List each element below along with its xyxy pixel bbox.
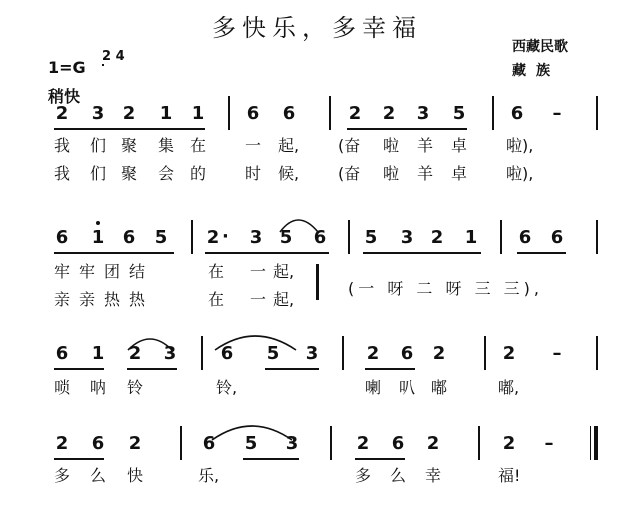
barline bbox=[228, 96, 230, 130]
lyric: 一 bbox=[249, 290, 266, 309]
lyric: 在 bbox=[207, 262, 224, 281]
barline bbox=[484, 336, 486, 370]
beam bbox=[54, 128, 205, 130]
lyric: 嘟, bbox=[498, 378, 520, 397]
note: 6 bbox=[55, 343, 69, 364]
beam bbox=[205, 252, 329, 254]
barline bbox=[500, 220, 502, 254]
note: 1 bbox=[191, 103, 205, 124]
note: 2 bbox=[55, 103, 69, 124]
note: 5 bbox=[279, 227, 293, 248]
lyric: 福! bbox=[498, 466, 521, 485]
lyric: 卓 bbox=[450, 136, 467, 155]
barline bbox=[191, 220, 193, 254]
note: 2 bbox=[122, 103, 136, 124]
note: 3 bbox=[305, 343, 319, 364]
lyric: 起, bbox=[273, 262, 295, 281]
barline bbox=[348, 220, 350, 254]
note: 2 bbox=[382, 103, 396, 124]
note: 3 bbox=[91, 103, 105, 124]
tempo-marking: 稍快 bbox=[48, 87, 81, 106]
lyric: (奋 bbox=[338, 136, 361, 155]
note-dash: – bbox=[544, 433, 554, 454]
augmentation-dot: · bbox=[222, 226, 229, 247]
lyric: 时 bbox=[244, 164, 261, 183]
note: 6 bbox=[91, 433, 105, 454]
barline bbox=[478, 426, 480, 460]
lyric: 铃, bbox=[216, 378, 238, 397]
beam bbox=[365, 368, 415, 370]
note: 6 bbox=[391, 433, 405, 454]
note-dash: – bbox=[552, 343, 562, 364]
lyric: 起, bbox=[278, 136, 300, 155]
lyric: 我 bbox=[53, 136, 70, 155]
note: 6 bbox=[313, 227, 327, 248]
lyric: 啦), bbox=[506, 164, 534, 183]
lyric: 羊 bbox=[416, 136, 433, 155]
note: 6 bbox=[518, 227, 532, 248]
note: 2 bbox=[430, 227, 444, 248]
lyric: 起, bbox=[273, 290, 295, 309]
lyric: 乐, bbox=[198, 466, 220, 485]
key-signature: 1=G bbox=[48, 58, 86, 77]
lyric: 羊 bbox=[416, 164, 433, 183]
note: 2 bbox=[432, 343, 446, 364]
lyric: 多 bbox=[354, 466, 371, 485]
barline bbox=[596, 220, 598, 254]
lyric: 亲 bbox=[53, 290, 70, 309]
lyric: 一 bbox=[244, 136, 261, 155]
lyric: 聚 bbox=[120, 164, 137, 183]
song-origin: 西藏民歌 bbox=[512, 39, 568, 55]
lyric: 啦), bbox=[506, 136, 534, 155]
barline bbox=[492, 96, 494, 130]
beam bbox=[363, 252, 481, 254]
note: 3 bbox=[400, 227, 414, 248]
note: 2 bbox=[502, 433, 516, 454]
lyric: 会 bbox=[157, 164, 174, 183]
lyric: 卓 bbox=[450, 164, 467, 183]
note: 6 bbox=[510, 103, 524, 124]
note: 3 bbox=[249, 227, 263, 248]
beam bbox=[265, 368, 319, 370]
lyric: 多 bbox=[53, 466, 70, 485]
note: 2 bbox=[502, 343, 516, 364]
note: 6 bbox=[55, 227, 69, 248]
lyric: 嘟 bbox=[430, 378, 447, 397]
time-signature-top: 2 bbox=[102, 49, 112, 64]
lyric: 我 bbox=[53, 164, 70, 183]
lyric: 牢 bbox=[78, 262, 95, 281]
note: 5 bbox=[364, 227, 378, 248]
lyric: 亲 bbox=[78, 290, 95, 309]
lyric: 热 bbox=[103, 290, 120, 309]
lyric: (奋 bbox=[338, 164, 361, 183]
time-signature-bottom: 4 bbox=[115, 49, 125, 64]
lyric: 呐 bbox=[89, 378, 106, 397]
lyric: 的 bbox=[189, 164, 206, 183]
lyric: 牢 bbox=[53, 262, 70, 281]
barline bbox=[596, 96, 598, 130]
song-title: 多快乐，多幸福 bbox=[212, 14, 422, 42]
lyric: 喇 bbox=[364, 378, 381, 397]
beam bbox=[54, 252, 174, 254]
octave-dot bbox=[96, 221, 100, 225]
beam bbox=[347, 128, 467, 130]
lyric: 热 bbox=[128, 290, 145, 309]
note: 6 bbox=[400, 343, 414, 364]
note: 5 bbox=[266, 343, 280, 364]
lyric: 幸 bbox=[424, 466, 441, 485]
note: 2 bbox=[128, 343, 142, 364]
note: 6 bbox=[246, 103, 260, 124]
final-barline-thin bbox=[590, 426, 591, 460]
lyric: 在 bbox=[189, 136, 206, 155]
lyric: 团 bbox=[103, 262, 120, 281]
note: 1 bbox=[464, 227, 478, 248]
lyric: 叭 bbox=[398, 378, 415, 397]
lyric: 铃 bbox=[126, 378, 143, 397]
lyric: 们 bbox=[89, 136, 106, 155]
barline bbox=[342, 336, 344, 370]
note: 6 bbox=[220, 343, 234, 364]
lyric: 集 bbox=[157, 136, 174, 155]
note: 5 bbox=[452, 103, 466, 124]
note: 6 bbox=[282, 103, 296, 124]
lyric: 聚 bbox=[120, 136, 137, 155]
refrain-lyric: (一 呀 二 呀 三 三), bbox=[348, 279, 544, 298]
barline bbox=[201, 336, 203, 370]
lyric: 啦 bbox=[382, 164, 399, 183]
note: 1 bbox=[159, 103, 173, 124]
barline bbox=[329, 96, 331, 130]
lyric: 结 bbox=[128, 262, 145, 281]
lyric: 快 bbox=[126, 466, 143, 485]
beam bbox=[54, 368, 104, 370]
note: 1 bbox=[91, 343, 105, 364]
beam bbox=[517, 252, 566, 254]
note: 3 bbox=[416, 103, 430, 124]
barline bbox=[180, 426, 182, 460]
barline bbox=[596, 336, 598, 370]
verse-bracket bbox=[316, 264, 319, 300]
lyric: 候, bbox=[278, 164, 300, 183]
note: 5 bbox=[244, 433, 258, 454]
note: 2 bbox=[356, 433, 370, 454]
note: 6 bbox=[122, 227, 136, 248]
note: 2 bbox=[366, 343, 380, 364]
beam bbox=[355, 458, 405, 460]
beam bbox=[243, 458, 299, 460]
note: 5 bbox=[154, 227, 168, 248]
lyric: 们 bbox=[89, 164, 106, 183]
note: 6 bbox=[550, 227, 564, 248]
lyric: 一 bbox=[249, 262, 266, 281]
note: 2 bbox=[206, 227, 220, 248]
lyric: 在 bbox=[207, 290, 224, 309]
barline bbox=[330, 426, 332, 460]
final-barline-thick bbox=[594, 426, 598, 460]
lyric: 么 bbox=[389, 466, 406, 485]
note: 1 bbox=[89, 228, 107, 248]
note: 3 bbox=[163, 343, 177, 364]
note: 2 bbox=[348, 103, 362, 124]
lyric: 唢 bbox=[53, 378, 70, 397]
ethnic-group: 藏族 bbox=[512, 63, 560, 79]
note-dash: – bbox=[552, 103, 562, 124]
note: 6 bbox=[202, 433, 216, 454]
lyric: 啦 bbox=[382, 136, 399, 155]
note: 3 bbox=[285, 433, 299, 454]
note: 2 bbox=[426, 433, 440, 454]
lyric: 么 bbox=[89, 466, 106, 485]
beam bbox=[127, 368, 177, 370]
beam bbox=[54, 458, 104, 460]
note: 2 bbox=[55, 433, 69, 454]
note: 2 bbox=[128, 433, 142, 454]
